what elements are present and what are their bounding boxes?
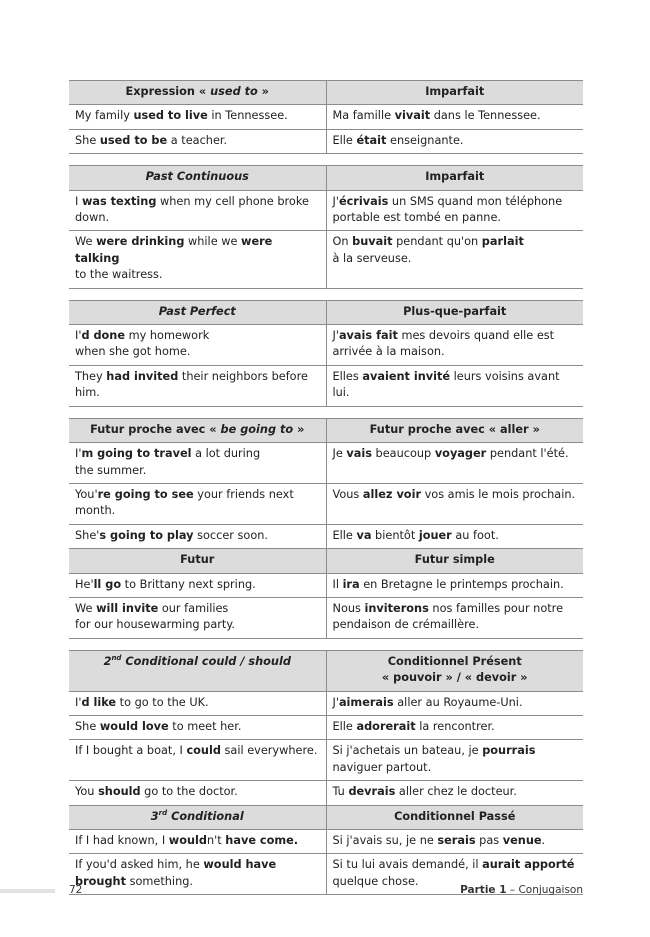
highlighted-verb: vivait	[394, 109, 431, 123]
text-fragment: Imparfait	[425, 85, 485, 98]
text-fragment: Expression «	[125, 85, 211, 98]
highlighted-verb: used to live	[133, 109, 208, 123]
table-row	[69, 231, 583, 288]
text-fragment: Futur	[180, 553, 215, 567]
text-fragment: Si tu lui avais demandé, il	[332, 858, 483, 872]
text-fragment: sail everywhere.	[220, 744, 318, 758]
text-fragment: Futur simple	[414, 553, 495, 567]
table-row	[69, 443, 583, 484]
text-fragment: Futur proche avec «	[90, 422, 221, 436]
subheader-english	[69, 549, 326, 573]
table-header-row	[69, 650, 583, 691]
text-fragment: Elle	[332, 528, 357, 542]
highlighted-verb: aurait apporté	[482, 858, 575, 872]
highlighted-verb: serais	[437, 834, 476, 847]
highlighted-verb: écrivais	[338, 194, 389, 208]
text-fragment: My family	[75, 109, 134, 123]
text-fragment: a teacher.	[167, 133, 228, 147]
text-fragment: when she got home.	[75, 345, 191, 359]
table-row	[69, 105, 583, 129]
text-fragment: a lot during	[191, 447, 261, 461]
text-fragment: be going to	[220, 422, 294, 436]
grammar-table	[69, 165, 583, 288]
document-body	[69, 80, 583, 906]
french-example	[326, 365, 583, 406]
text-fragment: pendant l'été.	[486, 447, 569, 461]
highlighted-verb: have come.	[225, 834, 299, 847]
text-fragment: something.	[126, 874, 193, 888]
highlighted-verb: s going to play	[99, 528, 194, 542]
highlighted-verb: allez voir	[362, 487, 422, 501]
text-fragment: vos amis le mois prochain.	[421, 487, 576, 501]
text-fragment: Tu	[332, 785, 349, 799]
highlighted-verb: would	[168, 834, 207, 847]
header-english	[69, 650, 326, 691]
highlighted-verb: was texting	[81, 194, 157, 208]
text-fragment: Conditional	[167, 809, 244, 823]
english-example	[69, 854, 326, 895]
text-fragment: n't	[207, 834, 226, 847]
header-english	[69, 418, 326, 442]
english-example	[69, 830, 326, 854]
highlighted-verb: m going to travel	[81, 447, 192, 461]
text-fragment: Je	[332, 447, 347, 461]
text-fragment: pas	[475, 834, 503, 847]
text-fragment: I'	[75, 447, 82, 461]
text-fragment: Si j'achetais un bateau, je	[332, 744, 483, 758]
french-example	[326, 190, 583, 231]
header-english	[69, 300, 326, 324]
text-fragment: You'	[75, 487, 98, 501]
table-row	[69, 691, 583, 715]
text-fragment: enseignante.	[386, 133, 464, 147]
text-fragment: soccer soon.	[193, 528, 268, 542]
french-example	[326, 691, 583, 715]
part-title: – Conjugaison	[506, 884, 583, 896]
text-fragment: J'	[332, 695, 339, 709]
highlighted-verb: voyager	[434, 447, 487, 461]
text-fragment: the summer.	[75, 463, 147, 477]
text-fragment: We	[75, 235, 97, 249]
english-example	[69, 105, 326, 129]
highlighted-verb: d like	[81, 695, 117, 709]
highlighted-verb: will invite	[96, 601, 159, 615]
highlighted-verb: ira	[342, 577, 360, 591]
text-fragment: Il	[332, 577, 343, 591]
table-row	[69, 524, 583, 548]
french-example	[326, 830, 583, 854]
text-fragment: à la serveuse.	[332, 251, 412, 265]
table-header-row	[69, 300, 583, 324]
text-fragment: Si j'avais su, je ne	[332, 834, 438, 847]
highlighted-verb: used to be	[99, 133, 168, 147]
text-fragment: Ma famille	[332, 109, 395, 123]
text-fragment: They	[75, 369, 107, 383]
header-english	[69, 81, 326, 105]
text-fragment: to the waitress.	[75, 268, 163, 282]
text-fragment: for our housewarming party.	[75, 618, 236, 632]
text-fragment: Plus-que-parfait	[403, 304, 507, 318]
highlighted-verb: could	[186, 744, 221, 758]
text-fragment: I'	[75, 695, 82, 709]
text-fragment: leurs voisins avant lui.	[332, 369, 560, 400]
text-fragment: I	[75, 194, 82, 208]
highlighted-verb: vais	[346, 447, 372, 461]
text-fragment: go to the doctor.	[140, 785, 238, 799]
subheader-french	[326, 549, 583, 573]
highlighted-verb: were talking	[75, 235, 273, 265]
english-example	[69, 483, 326, 524]
text-fragment: aller au Royaume-Uni.	[393, 695, 523, 709]
text-fragment: used to	[210, 85, 258, 98]
highlighted-verb: jouer	[418, 528, 452, 542]
table-subheader-row	[69, 549, 583, 573]
text-fragment: au foot.	[451, 528, 499, 542]
text-fragment: You	[75, 785, 99, 799]
footer-decoration-bar	[0, 889, 55, 893]
text-fragment: She	[75, 133, 100, 147]
text-fragment: Imparfait	[425, 170, 485, 184]
table-row	[69, 129, 583, 153]
text-fragment: Vous	[332, 487, 363, 501]
table-row	[69, 325, 583, 366]
english-example	[69, 691, 326, 715]
french-example	[326, 443, 583, 484]
header-french	[326, 81, 583, 105]
header-english	[69, 166, 326, 190]
table-row	[69, 781, 583, 805]
text-fragment: la rencontrer.	[415, 719, 495, 733]
text-fragment: If I bought a boat, I	[75, 744, 187, 758]
table-header-row	[69, 166, 583, 190]
text-fragment: my homework	[125, 329, 210, 343]
table-row	[69, 190, 583, 231]
text-fragment: On	[332, 235, 353, 249]
english-example	[69, 524, 326, 548]
english-example	[69, 365, 326, 406]
text-fragment: to go to the UK.	[116, 695, 209, 709]
text-fragment: en Bretagne le printemps prochain.	[359, 577, 564, 591]
text-fragment: Conditional could / should	[121, 654, 291, 668]
text-fragment: dans le Tennessee.	[430, 109, 541, 123]
highlighted-verb: était	[356, 133, 387, 147]
grammar-table	[69, 300, 583, 407]
text-fragment: »	[257, 85, 269, 98]
text-fragment: If I had known, I	[75, 834, 169, 847]
english-example	[69, 597, 326, 638]
text-fragment: to meet her.	[168, 719, 242, 733]
table-row	[69, 573, 583, 597]
text-fragment: nd	[111, 653, 122, 662]
grammar-table	[69, 80, 583, 154]
french-example	[326, 740, 583, 781]
subheader-french	[326, 805, 583, 829]
text-fragment: She'	[75, 528, 100, 542]
part-label: Partie 1	[460, 884, 507, 896]
text-fragment: I'	[75, 329, 82, 343]
text-fragment: to Brittany next spring.	[121, 577, 256, 591]
text-fragment: their neighbors before him.	[75, 369, 308, 400]
highlighted-verb: re going to see	[97, 487, 194, 501]
text-fragment: while we	[184, 235, 242, 249]
highlighted-verb: avaient invité	[362, 369, 451, 383]
highlighted-verb: aimerais	[338, 695, 394, 709]
header-french	[326, 300, 583, 324]
highlighted-verb: buvait	[352, 235, 393, 249]
header-french	[326, 650, 583, 691]
highlighted-verb: va	[356, 528, 372, 542]
french-example	[326, 781, 583, 805]
text-fragment: 3	[150, 809, 159, 823]
table-header-row	[69, 81, 583, 105]
text-fragment: our families	[158, 601, 229, 615]
text-fragment: Nous	[332, 601, 365, 615]
french-example	[326, 597, 583, 638]
french-example	[326, 325, 583, 366]
highlighted-verb: devrais	[348, 785, 396, 799]
english-example	[69, 129, 326, 153]
text-fragment: J'	[332, 329, 339, 343]
text-fragment: If you'd asked him, he	[75, 858, 204, 872]
english-example	[69, 715, 326, 739]
text-fragment: Futur proche avec « aller »	[369, 422, 540, 436]
english-example	[69, 781, 326, 805]
text-fragment: »	[293, 422, 305, 436]
english-example	[69, 443, 326, 484]
text-fragment: beaucoup	[371, 447, 435, 461]
text-fragment: J'	[332, 194, 339, 208]
text-fragment: rd	[158, 808, 168, 817]
french-example	[326, 715, 583, 739]
text-fragment: 2	[103, 654, 112, 668]
header-french	[326, 166, 583, 190]
text-fragment: « pouvoir » / « devoir »	[381, 671, 528, 685]
highlighted-verb: would love	[99, 719, 169, 733]
english-example	[69, 190, 326, 231]
subheader-english	[69, 805, 326, 829]
highlighted-verb: inviterons	[364, 601, 429, 615]
highlighted-verb: adorerait	[356, 719, 416, 733]
text-fragment: pendant qu'on	[392, 235, 482, 249]
english-example	[69, 231, 326, 288]
english-example	[69, 740, 326, 781]
table-row	[69, 830, 583, 854]
highlighted-verb: d done	[81, 329, 126, 343]
english-example	[69, 325, 326, 366]
grammar-table	[69, 650, 583, 895]
highlighted-verb: should	[98, 785, 141, 799]
table-row	[69, 597, 583, 638]
text-fragment: Elle	[332, 719, 357, 733]
french-example	[326, 231, 583, 288]
highlighted-verb: parlait	[481, 235, 524, 249]
text-fragment: He'	[75, 577, 94, 591]
text-fragment: naviguer partout.	[332, 760, 432, 774]
text-fragment: Elle	[332, 133, 357, 147]
english-example	[69, 573, 326, 597]
highlighted-verb: pourrais	[482, 744, 536, 758]
table-row	[69, 365, 583, 406]
text-fragment: quelque chose.	[332, 874, 419, 888]
text-fragment: Conditionnel Passé	[394, 809, 516, 823]
french-example	[326, 573, 583, 597]
table-row	[69, 715, 583, 739]
table-row	[69, 483, 583, 524]
text-fragment: when my cell phone broke down.	[75, 194, 309, 225]
text-fragment: bientôt	[371, 528, 419, 542]
french-example	[326, 105, 583, 129]
highlighted-verb: ll go	[93, 577, 122, 591]
text-fragment: Past Perfect	[158, 304, 236, 318]
table-subheader-row	[69, 805, 583, 829]
text-fragment: Conditionnel Présent	[387, 654, 522, 668]
highlighted-verb: avais fait	[338, 329, 398, 343]
text-fragment: We	[75, 601, 97, 615]
text-fragment: your friends next month.	[75, 487, 294, 518]
text-fragment: in Tennessee.	[207, 109, 288, 123]
text-fragment: She	[75, 719, 100, 733]
highlighted-verb: had invited	[106, 369, 179, 383]
highlighted-verb: venue	[502, 834, 542, 847]
header-french	[326, 418, 583, 442]
text-fragment: nos familles pour notre pendaison de crémaillère.	[332, 601, 564, 632]
text-fragment: Elles	[332, 369, 363, 383]
french-example	[326, 483, 583, 524]
grammar-table	[69, 418, 583, 639]
text-fragment: aller chez le docteur.	[395, 785, 517, 799]
table-row	[69, 740, 583, 781]
text-fragment: mes devoirs quand elle est arrivée à la maison.	[332, 329, 555, 359]
french-example	[326, 524, 583, 548]
highlighted-verb: would have brought	[75, 858, 277, 888]
page-number: 72	[69, 884, 83, 896]
text-fragment: .	[541, 834, 546, 847]
text-fragment: un SMS quand mon téléphone portable est tombé en panne.	[332, 194, 563, 225]
highlighted-verb: were drinking	[96, 235, 185, 249]
text-fragment: Past Continuous	[145, 170, 249, 184]
french-example	[326, 129, 583, 153]
table-header-row	[69, 418, 583, 442]
running-footer	[460, 884, 583, 896]
